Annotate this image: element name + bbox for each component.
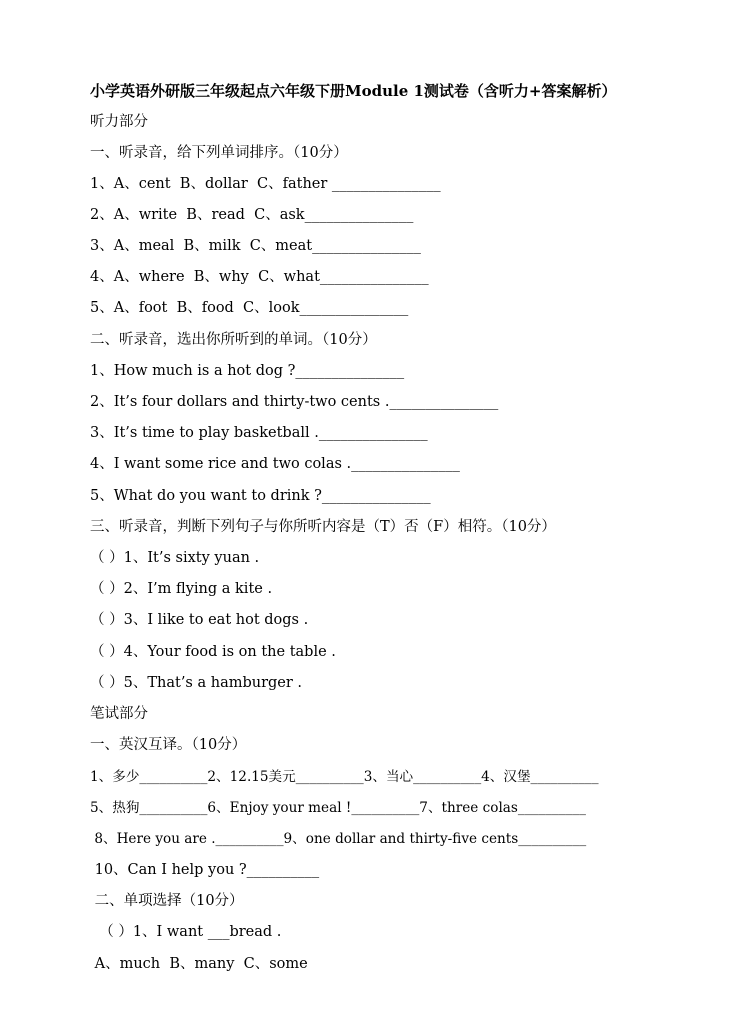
written1-heading: 一、英汉互译。（10分） (90, 737, 247, 753)
section1-item: 3、A、meal B、milk C、meat_______________ (90, 238, 421, 254)
section2-item: 4、I want some rice and two colas ._______________ (90, 456, 460, 472)
section2-heading: 二、听录音，选出你所听到的单词。（10分） (90, 332, 377, 348)
section3-item: （ ）5、That’s a hamburger . (90, 675, 303, 691)
listening-part-label: 听力部分 (90, 114, 148, 130)
section1-item: 2、A、write B、read C、ask_______________ (90, 207, 414, 223)
section3-item: （ ）2、I’m flying a kite . (90, 581, 273, 597)
written2-heading: 二、单项选择（10分） (90, 893, 244, 909)
written1-line: 5、热狗__________6、Enjoy your meal !__________7、three colas__________ (90, 800, 586, 816)
section1-item: 4、A、where B、why C、what_______________ (90, 269, 429, 285)
written2-line: A、much B、many C、some (90, 956, 308, 972)
section3-item: （ ）4、Your food is on the table . (90, 644, 336, 660)
document-title: 小学英语外研版三年级起点六年级下册Module 1测试卷（含听力+答案解析） (90, 82, 617, 100)
written2-line: （ ）1、I want ___bread . (90, 924, 282, 940)
section1-heading: 一、听录音，给下列单词排序。（10分） (90, 145, 348, 161)
section1-item: 5、A、foot B、food C、look_______________ (90, 300, 409, 316)
section3-item: （ ）1、It’s sixty yuan . (90, 550, 260, 566)
section2-item: 2、It’s four dollars and thirty-two cents ._______________ (90, 394, 499, 410)
section3-item: （ ）3、I like to eat hot dogs . (90, 612, 309, 628)
written1-line: 1、多少__________2、12.15美元__________3、当心__________4、汉堡__________ (90, 769, 599, 785)
written1-line: 8、Here you are .__________9、one dollar and thirty-five cents__________ (90, 831, 587, 847)
written1-line: 10、Can I help you ?__________ (90, 862, 320, 878)
section2-item: 5、What do you want to drink ?_______________ (90, 488, 431, 504)
section2-item: 3、It’s time to play basketball ._______________ (90, 425, 428, 441)
written-part-label: 笔试部分 (90, 706, 148, 722)
section2-item: 1、How much is a hot dog ?_______________ (90, 363, 405, 379)
section3-heading: 三、听录音，判断下列句子与你所听内容是（T）否（F）相符。（10分） (90, 519, 556, 535)
section1-item: 1、A、cent B、dollar C、father _______________ (90, 176, 441, 192)
